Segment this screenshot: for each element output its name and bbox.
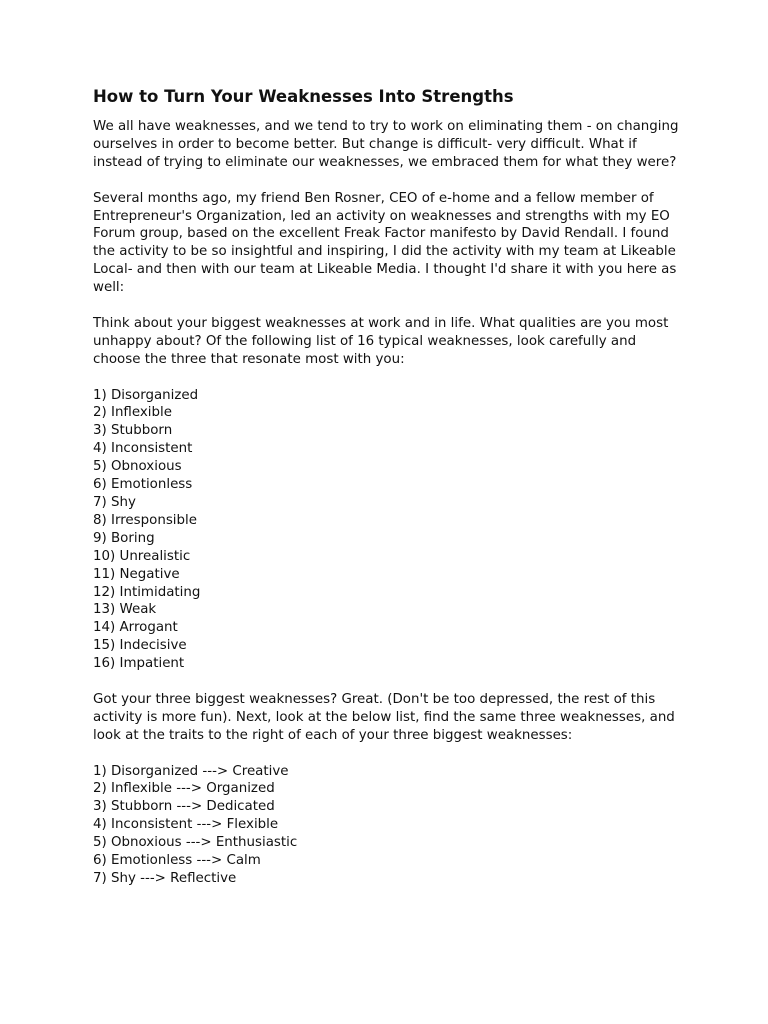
list-item: 1) Disorganized [93,387,199,403]
list-item: 3) Stubborn [93,423,173,439]
list-item: 14) Arrogant [93,620,178,636]
weaknesses-list [93,387,683,674]
followup-paragraph: Got your three biggest weaknesses? Great. (Don't be too depressed, the rest of this activity is more fun). Next, look at the below list, find the same three weaknesses, and look at the traits to the right of each of your three biggest weaknesses: [93,691,675,743]
document-page [93,87,683,906]
strengths-list [93,763,683,888]
list-item: 2) Inflexible ---> Organized [93,781,275,797]
list-item: 10) Unrealistic [93,548,191,564]
list-item: 4) Inconsistent ---> Flexible [93,817,279,833]
activity-paragraph: Several months ago, my friend Ben Rosner, CEO of e-home and a fellow member of Entrepreneur's Organization, led an activity on weaknesses and strengths with my EO Forum group, based on the excellent Freak Factor manifesto by David Rendall. I found the activity to be so insightful and inspiring, I did the activity with my team at Likeable Local- and then with our team at Likeable Media. I thought I'd share it with you here as well: [93,190,677,296]
list-item: 12) Intimidating [93,584,201,600]
list-item: 9) Boring [93,530,155,546]
list-item: 1) Disorganized ---> Creative [93,763,289,779]
list-item: 11) Negative [93,566,180,582]
list-item: 6) Emotionless ---> Calm [93,853,261,869]
list-item: 5) Obnoxious ---> Enthusiastic [93,835,298,851]
intro-paragraph: We all have weaknesses, and we tend to try to work on eliminating them - on changing ourselves in order to become better. But change is difficult- very difficult. What if instead of trying to eliminate our weaknesses, we embraced them for what they were? [93,119,679,170]
list-item: 4) Inconsistent [93,441,193,457]
list-item: 3) Stubborn ---> Dedicated [93,799,275,815]
list-item: 7) Shy [93,494,136,510]
document-title: How to Turn Your Weaknesses Into Strengths [93,87,514,106]
list-item: 8) Irresponsible [93,512,197,528]
list-item: 15) Indecisive [93,638,187,654]
list-item: 6) Emotionless [93,477,193,493]
list-item: 7) Shy ---> Reflective [93,870,237,886]
list-item: 5) Obnoxious [93,459,182,475]
list-item: 2) Inflexible [93,405,172,421]
list-item: 16) Impatient [93,656,185,672]
instructions-paragraph: Think about your biggest weaknesses at work and in life. What qualities are you most unhappy about? Of the following list of 16 typical weaknesses, look carefully and choose the three that resonate most with you: [93,315,669,367]
list-item: 13) Weak [93,602,157,618]
